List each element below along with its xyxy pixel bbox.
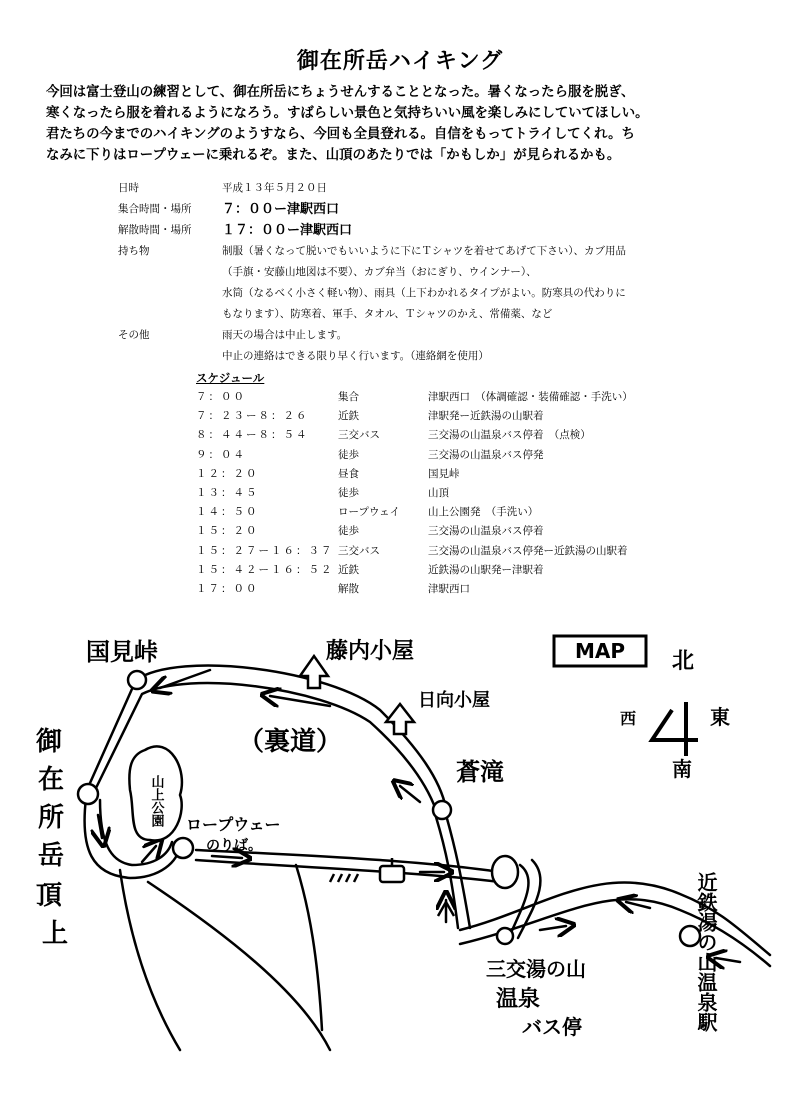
date-label: 日時	[118, 182, 139, 194]
schedule-table	[196, 370, 708, 598]
other-label: その他	[118, 329, 150, 341]
route-arrow	[716, 958, 740, 962]
other-line: 雨天の場合は中止します。	[222, 329, 348, 341]
items-row	[118, 241, 758, 325]
schedule-activity: 三交バス	[338, 429, 380, 442]
schedule-detail: 近鉄湯の山駅発ー津駅着	[428, 563, 544, 576]
items-label: 持ち物	[118, 245, 150, 257]
schedule-detail: 三交湯の山温泉バス停着	[428, 525, 544, 538]
summit-char: 御	[36, 727, 63, 757]
page-title: 御在所岳ハイキング	[296, 49, 504, 74]
schedule-row	[196, 387, 708, 406]
route-map	[0, 610, 800, 1100]
map-label: MAP	[574, 639, 626, 663]
route-arrow	[540, 926, 566, 930]
schedule-activity: 解散	[338, 582, 359, 595]
compass-west: 西	[620, 709, 637, 728]
schedule-activity: 近鉄	[338, 410, 359, 423]
ropeway-label-2: のりば。	[206, 838, 262, 854]
schedule-detail: 国見峠	[428, 467, 460, 480]
schedule-time: １５：２０	[196, 525, 259, 538]
busstop-point	[497, 928, 513, 944]
schedule-detail: 津駅発ー近鉄湯の山駅着	[428, 410, 544, 423]
intro-line: 君たちの今までのハイキングのようすなら、今回も全員登れる。自信をもってトライしてくれ。ち	[46, 127, 635, 142]
other-value	[222, 325, 758, 367]
schedule-activity: 集合	[338, 391, 359, 404]
compass-icon	[652, 702, 698, 756]
sousou-label: 蒼滝	[456, 758, 504, 786]
route-arrow	[142, 846, 156, 862]
summit-char: 所	[38, 803, 65, 833]
schedule-row	[196, 406, 708, 425]
ropeway-top-station	[492, 856, 518, 888]
event-info	[118, 178, 758, 367]
date-row	[118, 178, 758, 199]
hinata-arrow-icon	[386, 704, 414, 734]
uradou-label: （裏道）	[238, 727, 343, 757]
dismiss-row	[118, 220, 758, 241]
compass-south: 南	[672, 757, 692, 781]
schedule-activity: 近鉄	[338, 563, 359, 576]
items-line: （手旗・安藤山地図は不要）、カブ弁当（おにぎり、ウインナー）、	[222, 266, 537, 278]
other-line: 中止の連絡はできる限り早く行います。（連絡網を使用）	[222, 350, 489, 362]
schedule-row	[196, 521, 708, 540]
intro-line: 寒くなったら服を着れるようになろう。すばらしい景色と気持ちいい風を楽しみにしていてほしい。	[46, 106, 649, 121]
schedule-row	[196, 425, 708, 444]
schedule-detail: 山頂	[428, 487, 449, 500]
sousou-point	[433, 801, 451, 819]
hinata-label: 日向小屋	[418, 690, 490, 711]
kunimi-point	[128, 671, 146, 689]
schedule-row	[196, 502, 708, 521]
compass-east: 東	[710, 705, 730, 729]
summit-char: 上	[42, 919, 69, 949]
schedule-time: １５：４２ー１６：５２	[196, 563, 334, 576]
schedule-time: １２：２０	[196, 467, 259, 480]
fujiuchi-label: 藤内小屋	[326, 639, 415, 664]
meet-value: ７：００ー津駅西口	[222, 202, 340, 217]
meet-row	[118, 199, 758, 220]
kunimi-label: 国見峠	[86, 638, 158, 666]
items-line: 水筒（なるべく小さく軽い物）、雨具（上下わかれるタイプがよい。防寒具の代わりに	[222, 287, 626, 299]
intro-line: なみに下りはロープウェーに乗れるぞ。また、山頂のあたりでは「かもしか」が見られるかも。	[46, 148, 621, 163]
schedule-time: １５：２７ー１６：３７	[196, 544, 334, 557]
dismiss-value: １７：００ー津駅西口	[222, 223, 353, 238]
summit-label	[36, 727, 68, 949]
schedule-row	[196, 541, 708, 560]
busstop-label-2: 温泉	[496, 987, 541, 1012]
schedule-activity: 三交バス	[338, 544, 380, 557]
schedule-activity: ロープウェイ	[338, 506, 401, 519]
intro-paragraph	[46, 82, 762, 166]
route-arrow	[212, 856, 242, 858]
items-line: もなります）、防寒着、軍手、タオル、Ｔシャツのかえ、常備薬、など	[222, 308, 553, 320]
schedule-time: １７：００	[196, 582, 259, 595]
compass-north: 北	[672, 649, 695, 674]
schedule-time: １４：５０	[196, 506, 259, 519]
other-row	[118, 325, 758, 367]
schedule-time: ７：２３ー８：２６	[196, 410, 309, 423]
items-line: 制服（暑くなって脱いでもいいように下にＴシャツを着せてあげて下さい）、カブ用品	[222, 245, 627, 257]
items-value	[222, 241, 758, 325]
summit-point	[78, 784, 98, 804]
schedule-detail: 山上公園発 （手洗い）	[428, 506, 539, 519]
schedule-heading: スケジュール	[196, 371, 265, 385]
summit-char: 頂	[36, 881, 63, 911]
schedule-row	[196, 464, 708, 483]
meet-label: 集合時間・場所	[118, 203, 192, 215]
station-label: 近鉄湯の山温泉駅	[694, 872, 718, 1032]
route-arrow	[160, 670, 210, 688]
intro-line: 今回は富士登山の練習として、御在所岳にちょうせんすることとなった。暑くなったら服を脱ぎ、	[46, 85, 635, 100]
schedule-detail: 三交湯の山温泉バス停発ー近鉄湯の山駅着	[428, 544, 628, 557]
schedule-detail: 津駅西口	[428, 582, 470, 595]
ropeway-label: ロープウェー	[186, 815, 281, 834]
schedule-activity: 徒歩	[338, 487, 359, 500]
schedule-activity: 徒歩	[338, 448, 359, 461]
busstop-label-1: 三交湯の山	[486, 957, 586, 981]
summit-char: 岳	[38, 841, 65, 871]
motion-lines-icon	[330, 874, 358, 882]
ropeway-point	[173, 838, 193, 858]
schedule-time: ７：００	[196, 391, 246, 404]
schedule-row	[196, 579, 708, 598]
route-arrow	[626, 902, 650, 908]
schedule-detail: 三交湯の山温泉バス停着 （点検）	[428, 429, 591, 442]
schedule-row	[196, 445, 708, 464]
summit-char: 在	[38, 765, 65, 795]
date-value: 平成１３年５月２０日	[222, 182, 327, 194]
schedule-activity: 昼食	[338, 467, 359, 480]
schedule-row	[196, 483, 708, 502]
schedule-detail: 三交湯の山温泉バス停発	[428, 448, 544, 461]
schedule-time: ９：０４	[196, 448, 246, 461]
route-arrow	[400, 786, 420, 802]
busstop-label-3: バス停	[522, 1015, 582, 1039]
schedule-detail: 津駅西口 （体調確認・装備確認・手洗い）	[428, 391, 633, 404]
schedule-time: ８：４４ー８：５４	[196, 429, 309, 442]
dismiss-label: 解散時間・場所	[118, 224, 192, 236]
sanjou-park-label: 山上公園	[148, 775, 164, 827]
road-line	[148, 882, 330, 1050]
schedule-activity: 徒歩	[338, 525, 359, 538]
schedule-time: １３：４５	[196, 487, 259, 500]
schedule-row	[196, 560, 708, 579]
